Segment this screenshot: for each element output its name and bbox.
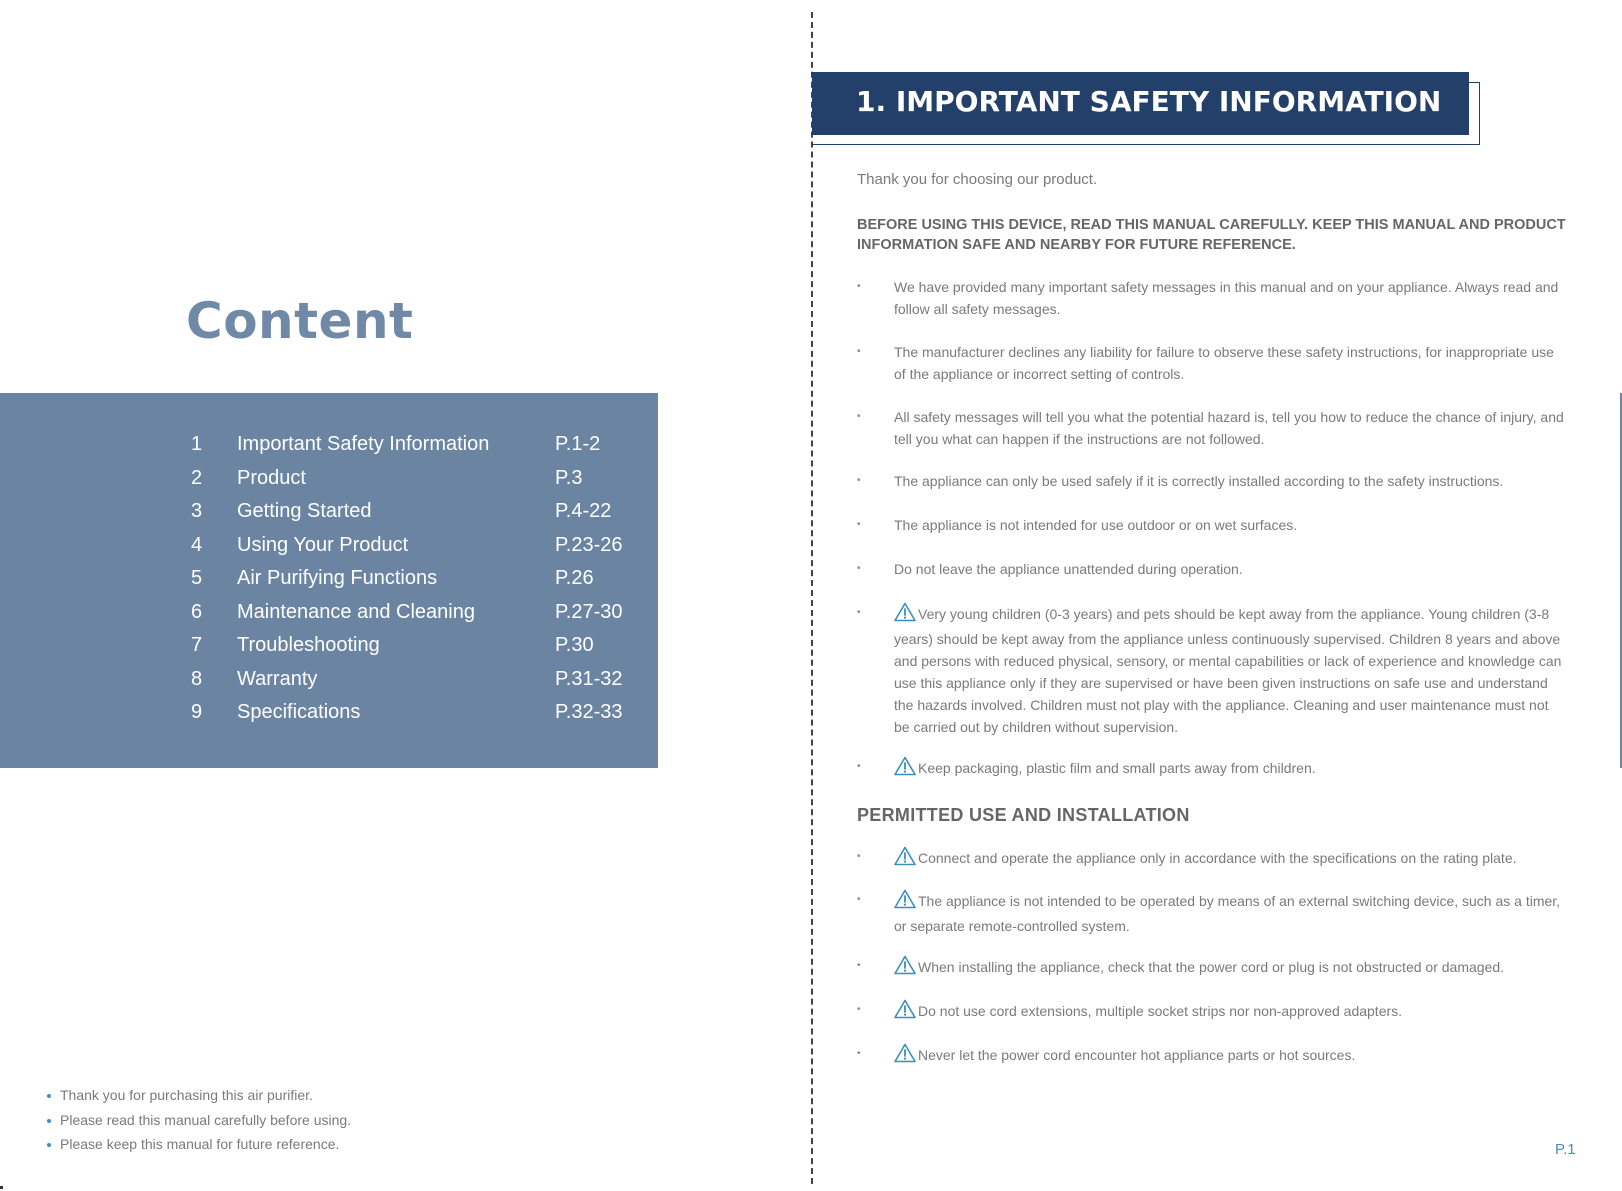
bullet-text: Do not use cord extensions, multiple socket strips nor non-approved adapters. [918,1003,1403,1019]
toc-number: 2 [191,466,203,489]
bullet-dot-icon: • [857,519,861,530]
toc-number: 1 [191,433,203,455]
warning-triangle-icon [894,999,916,1025]
bullet-text: Very young children (0-3 years) and pets should be kept away from the appliance. Young children (3-8 years) should be kept away from the appliance unless continuously supervised. Children 8 years and above and persons with reduced physical, sensory, or mental capabilities or lack of experience and knowledge can use this appliance only if they are supervised or have been given instructions on safe use and understand the hazards involved. Children must not play with the appliance. Cleaning and user maintenance must not be carried out by children without supervision. [894,606,1562,735]
toc-row[interactable] [0,500,658,534]
safety-bullet [857,406,1567,450]
warning-bullet [857,602,1567,738]
bullet-dot-icon: • [857,475,861,486]
note-item [44,1136,351,1161]
warning-bullet [857,846,1567,872]
section-title: 1. IMPORTANT SAFETY INFORMATION [856,85,1442,118]
intro-notes [44,1087,351,1161]
warning-triangle-icon [894,1043,916,1069]
bullet-text: The appliance is not intended to be operated by means of an external switching device, such as a timer, or separate remote-controlled system. [894,893,1561,934]
bullet-text: Do not leave the appliance unattended during operation. [894,561,1243,577]
toc-title: Getting Started [237,500,372,522]
warning-bullet [857,999,1567,1025]
table-of-contents [0,393,658,768]
toc-number: 5 [191,567,203,589]
note-item [44,1087,351,1112]
toc-title: Warranty [237,667,318,690]
toc-page: P.3 [555,466,583,489]
warning-triangle-icon [894,955,916,981]
note-text: Thank you for purchasing this air purifier. [60,1087,313,1103]
toc-list [0,433,658,735]
warning-triangle-icon [894,602,916,628]
toc-page: P.30 [555,634,594,656]
section-header [812,72,1469,135]
toc-page: P.32-33 [555,701,623,723]
warning-triangle-icon [894,756,916,782]
bullet-dot-icon: • [857,281,861,292]
warning-triangle-icon [894,889,916,915]
bullet-text: Never let the power cord encounter hot appliance parts or hot sources. [918,1047,1356,1063]
note-text: Please read this manual carefully before using. [60,1111,352,1128]
toc-row[interactable] [0,467,658,501]
safety-bullet [857,276,1567,320]
bullet-dot-icon: • [857,851,861,862]
permitted-use-heading: PERMITTED USE AND INSTALLATION [857,805,1190,825]
toc-page: P.23-26 [555,533,623,556]
dot-icon [47,1119,51,1123]
page-divider [811,12,813,1184]
corner-mark [0,1186,3,1189]
toc-title: Using Your Product [237,533,409,556]
toc-page: P.4-22 [555,500,612,522]
toc-title: Important Safety Information [237,433,490,455]
toc-title: Maintenance and Cleaning [237,600,475,623]
toc-title: Troubleshooting [237,634,380,656]
toc-page: P.1-2 [555,433,601,455]
toc-title: Air Purifying Functions [237,567,438,589]
safety-bullet [857,470,1567,492]
bullet-text: Keep packaging, plastic film and small parts away from children. [918,760,1316,776]
warning-bullet [857,1043,1567,1069]
toc-title: Product [237,466,306,489]
bullet-dot-icon: • [857,411,861,422]
toc-page: P.31-32 [555,667,623,690]
page-number: P.1 [1555,1141,1576,1158]
warning-bullet [857,955,1567,981]
bullet-dot-icon: • [857,894,861,905]
toc-page: P.26 [555,567,594,589]
toc-row[interactable] [0,601,658,635]
toc-title: Specifications [237,701,361,723]
bullet-dot-icon: • [857,1048,861,1059]
toc-number: 8 [191,667,203,690]
toc-number: 4 [191,533,203,556]
toc-row[interactable] [0,701,658,735]
warning-lead: BEFORE USING THIS DEVICE, READ THIS MANUAL CAREFULLY. KEEP THIS MANUAL AND PRODUCT INFORMATION SAFE AND NEARBY FOR FUTURE REFERENCE. [857,217,1566,253]
safety-bullet [857,558,1567,580]
toc-row[interactable] [0,634,658,668]
bullet-dot-icon: • [857,761,861,772]
bullet-dot-icon: • [857,607,861,618]
bullet-text: The appliance is not intended for use outdoor or on wet surfaces. [894,517,1298,533]
toc-number: 7 [191,634,203,656]
toc-number: 3 [191,500,203,522]
toc-row[interactable] [0,534,658,568]
toc-number: 6 [191,600,203,623]
toc-page: P.27-30 [555,600,623,623]
dot-icon [47,1143,51,1147]
note-item [44,1112,351,1137]
warning-bullet [857,756,1567,782]
bullet-text: The appliance can only be used safely if it is correctly installed according to the safety instructions. [894,473,1504,489]
toc-number: 9 [191,701,203,723]
bullet-dot-icon: • [857,1004,861,1015]
warning-triangle-icon [894,846,916,872]
bullet-text: When installing the appliance, check that the power cord or plug is not obstructed or damaged. [918,959,1505,975]
bullet-text: All safety messages will tell you what the potential hazard is, tell you how to reduce the chance of injury, and tell you what can happen if the instructions are not followed. [894,409,1564,447]
safety-bullet [857,514,1567,536]
toc-row[interactable] [0,668,658,702]
toc-row[interactable] [0,433,658,467]
warning-bullet [857,889,1567,937]
dot-icon [47,1094,51,1098]
intro-text: Thank you for choosing our product. [857,171,1098,188]
toc-row[interactable] [0,567,658,601]
note-text: Please keep this manual for future reference. [60,1136,340,1152]
bullet-dot-icon: • [857,563,861,574]
safety-bullet [857,341,1567,385]
bullet-dot-icon: • [857,960,861,971]
bullet-text: We have provided many important safety messages in this manual and on your appliance. Always read and follow all safety messages. [894,279,1559,317]
bullet-dot-icon: • [857,346,861,357]
bullet-text: Connect and operate the appliance only in accordance with the specifications on the rating plate. [918,850,1517,866]
content-title: Content [186,292,414,350]
bullet-text: The manufacturer declines any liability for failure to observe these safety instructions, for inappropriate use of the appliance or incorrect setting of controls. [894,344,1554,382]
